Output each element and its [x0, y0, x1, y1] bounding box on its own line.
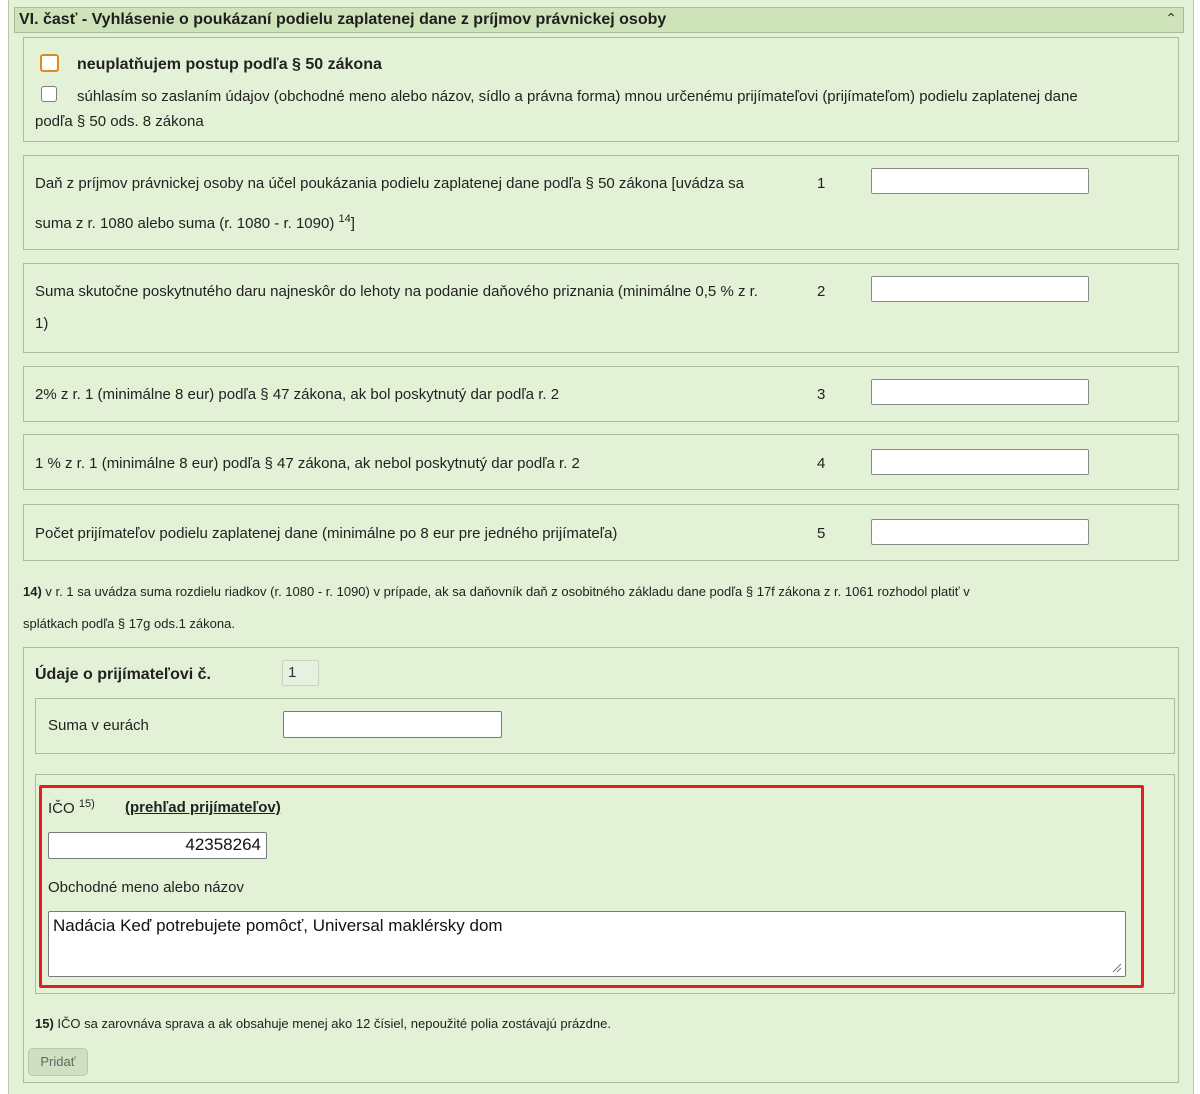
sum-box	[35, 698, 1175, 754]
row-4-label: 1 % z r. 1 (minimálne 8 eur) podľa § 47 zákona, ak nebol poskytnutý dar podľa r. 2	[35, 455, 580, 472]
ico-label: IČO $^{15)}$	[48, 798, 95, 817]
row-3-label: 2% z r. 1 (minimálne 8 eur) podľa § 47 zákona, ak bol poskytnutý dar podľa r. 2	[35, 386, 560, 403]
row-1-input[interactable]	[871, 168, 1089, 194]
row-2-input[interactable]	[871, 276, 1089, 302]
row-5-input[interactable]	[871, 519, 1089, 545]
row-3	[23, 366, 1179, 422]
ico-input[interactable]: 42358264	[48, 832, 267, 859]
row-2-label-line1: Suma skutočne poskytnutého daru najneskôr do lehoty na podanie daňového priznania (minimálne 0,5 % z r.	[35, 283, 758, 300]
row-2-label-line2: 1)	[35, 315, 49, 332]
row-4	[23, 434, 1179, 490]
name-label: Obchodné meno alebo názov	[48, 879, 244, 896]
add-button[interactable]: Pridať	[28, 1048, 88, 1076]
footnote-14-line1: 14) v r. 1 sa uvádza suma rozdielu riadkov (r. 1080 - r. 1090) v prípade, ak sa daňovník daň z osobitného základu dane podľa § 17f zákona z r. 1061 rozhodol platiť v	[23, 584, 970, 599]
consent-checkbox[interactable]	[41, 86, 57, 102]
row-1-label-line2: suma z r. 1080 alebo suma (r. 1080 - r. 1090) $^{14}$]	[35, 213, 355, 232]
not-applying-label: neuplatňujem postup podľa § 50 zákona	[77, 56, 382, 73]
row-5-label: Počet prijímateľov podielu zaplatenej dane (minimálne po 8 eur pre jedného prijímateľa)	[35, 525, 618, 542]
not-applying-checkbox[interactable]	[40, 54, 59, 72]
row-2-number: 2	[817, 283, 826, 300]
options-box	[23, 37, 1179, 142]
footnote-14-line2: splátkach podľa § 17g ods.1 zákona.	[23, 616, 235, 631]
recipients-overview-link[interactable]: (prehľad prijímateľov)	[125, 799, 281, 816]
row-3-number: 3	[817, 386, 826, 403]
row-1-number: 1	[817, 175, 826, 192]
row-1	[23, 155, 1179, 250]
section-header[interactable]	[14, 7, 1184, 33]
row-5	[23, 504, 1179, 561]
section-title: VI. časť - Vyhlásenie o poukázaní podielu zaplatenej dane z príjmov právnickej osoby	[19, 11, 667, 28]
highlight-frame	[39, 785, 1144, 988]
sum-input[interactable]	[283, 711, 502, 738]
consent-label-line1: súhlasím so zaslaním údajov (obchodné meno alebo názov, sídlo a právna forma) mnou určenému prijímateľovi (prijímateľom) podielu zaplatenej dane	[77, 88, 1078, 105]
row-2	[23, 263, 1179, 353]
consent-label-line2: podľa § 50 ods. 8 zákona	[35, 113, 204, 130]
row-1-label-line1: Daň z príjmov právnickej osoby na účel poukázania podielu zaplatenej dane podľa § 50 zákona [uvádza sa	[35, 175, 745, 192]
chevron-up-icon[interactable]: ⌃	[1165, 10, 1177, 26]
row-3-input[interactable]	[871, 379, 1089, 405]
row-5-number: 5	[817, 525, 826, 542]
name-value: Nadácia Keď potrebujete pomôcť, Universal maklérsky dom	[53, 916, 503, 935]
recipient-heading: Údaje o prijímateľovi č.	[35, 666, 211, 683]
footnote-15: 15) IČO sa zarovnáva sprava a ak obsahuje menej ako 12 čísiel, nepoužité polia zostávajú prázdne.	[35, 1016, 611, 1031]
sum-label: Suma v eurách	[48, 717, 149, 734]
row-4-input[interactable]	[871, 449, 1089, 475]
recipient-number-field: 1	[282, 660, 319, 686]
row-4-number: 4	[817, 455, 826, 472]
